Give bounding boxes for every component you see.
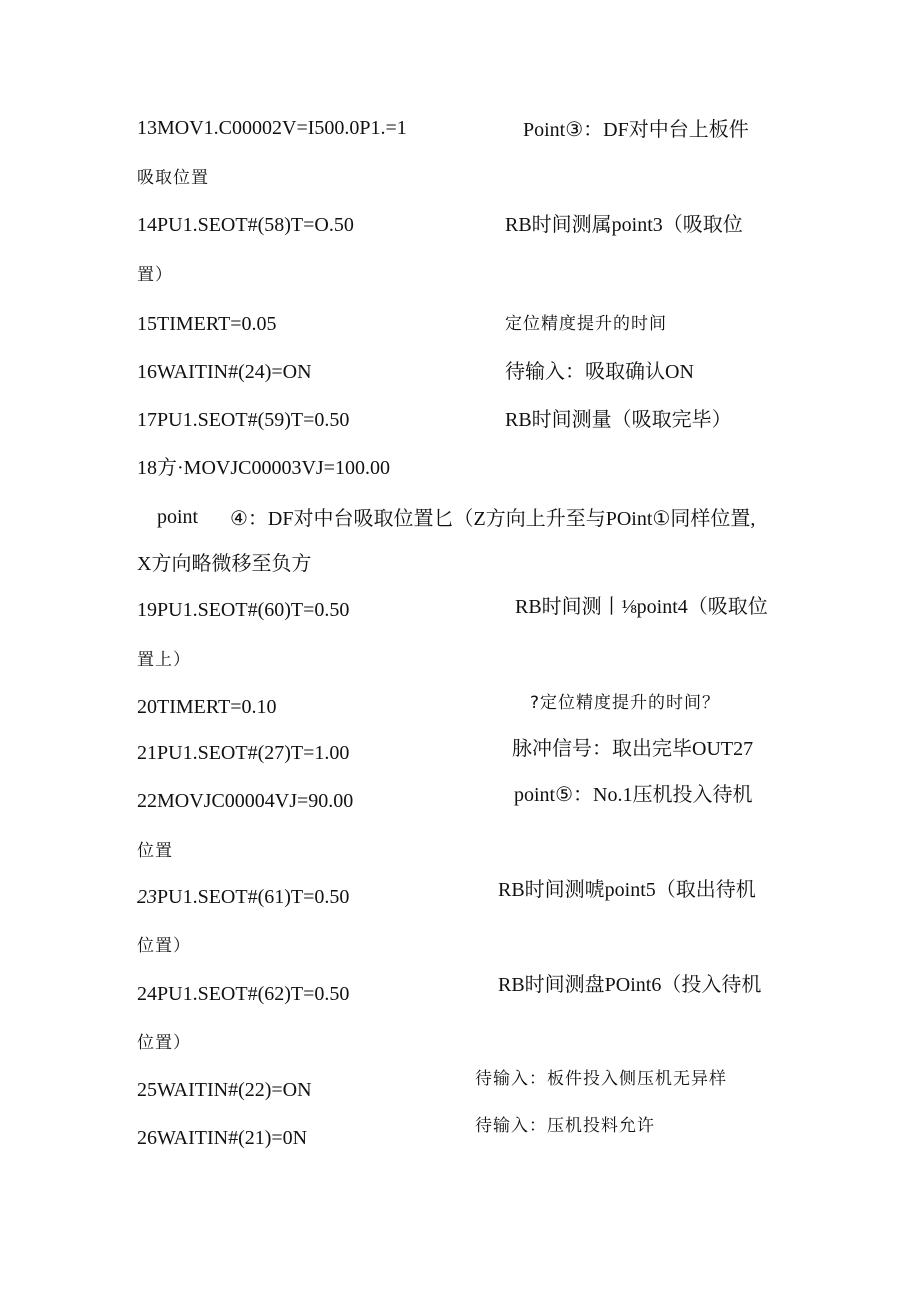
code-line-16: 16WAITIN#(24)=ON	[137, 361, 312, 383]
wrap-line-14: 置）	[137, 265, 173, 285]
wrap-line-22: 位置	[137, 841, 173, 861]
code-line-24: 24PU1.SEOT#(62)T=0.50	[137, 983, 350, 1005]
code-line-26: 26WAITIN#(21)=0N	[137, 1127, 308, 1149]
code-line-17: 17PU1.SEOT#(59)T=0.50	[137, 409, 350, 431]
wrap-line-13: 吸取位置	[137, 168, 209, 188]
wrap-line-19: 置上）	[137, 650, 191, 670]
comment-line-20: ?定位精度提升的时间？	[530, 693, 721, 713]
code-line-25: 25WAITIN#(22)=ON	[137, 1079, 312, 1101]
wrap-line-23: 位置）	[137, 936, 191, 956]
comment-line-14: RB时间测属point3（吸取位	[505, 214, 743, 236]
code-line-21: 21PU1.SEOT#(27)T=1.00	[137, 742, 350, 764]
comment-line-18-point: point	[157, 506, 199, 528]
comment-line-17: RB时间测量（吸取完毕）	[505, 409, 732, 431]
comment-line-22: point⑤：No.1压机投入待机	[514, 784, 753, 806]
code-line-13: 13MOV1.C00002V=I500.0P1.=1	[137, 117, 407, 139]
code-line-23-text: PU1.SEOT#(61)T=0.50	[157, 886, 350, 908]
comment-line-18: ④：DF对中台吸取位置匕（Z方向上升至与POint①同样位置,	[230, 508, 756, 530]
comment-line-15: 定位精度提升的时间	[505, 314, 667, 334]
code-line-22: 22MOVJC00004VJ=90.00	[137, 790, 354, 812]
code-line-20: 20TIMERT=0.10	[137, 696, 277, 718]
comment-line-23: RB时间测唬point5（取出待机	[498, 879, 756, 901]
comment-line-21: 脉冲信号：取出完毕OUT27	[512, 738, 754, 760]
comment-line-25: 待输入：板件投入侧压机无异样	[475, 1069, 727, 1089]
code-line-15: 15TIMERT=0.05	[137, 313, 277, 335]
code-line-18: 18方·MOVJC00003VJ=100.00	[137, 457, 390, 479]
code-line-14: 14PU1.SEOT#(58)T=O.50	[137, 214, 354, 236]
code-line-19: 19PU1.SEOT#(60)T=0.50	[137, 599, 350, 621]
comment-line-19: RB时间测丨⅛point4（吸取位	[515, 596, 768, 618]
comment-line-16: 待输入：吸取确认ON	[505, 361, 694, 383]
comment-line-24: RB时间测盘POint6（投入待机	[498, 974, 762, 996]
comment-line-26: 待输入：压机投料允许	[475, 1116, 655, 1136]
wrap-line-18: X方向略微移至负方	[137, 553, 312, 575]
code-line-23-number: 23	[137, 886, 157, 908]
comment-line-13: Point③：DF对中台上板件	[523, 119, 749, 141]
wrap-line-24: 位置）	[137, 1033, 191, 1053]
code-line-23	[137, 885, 349, 909]
